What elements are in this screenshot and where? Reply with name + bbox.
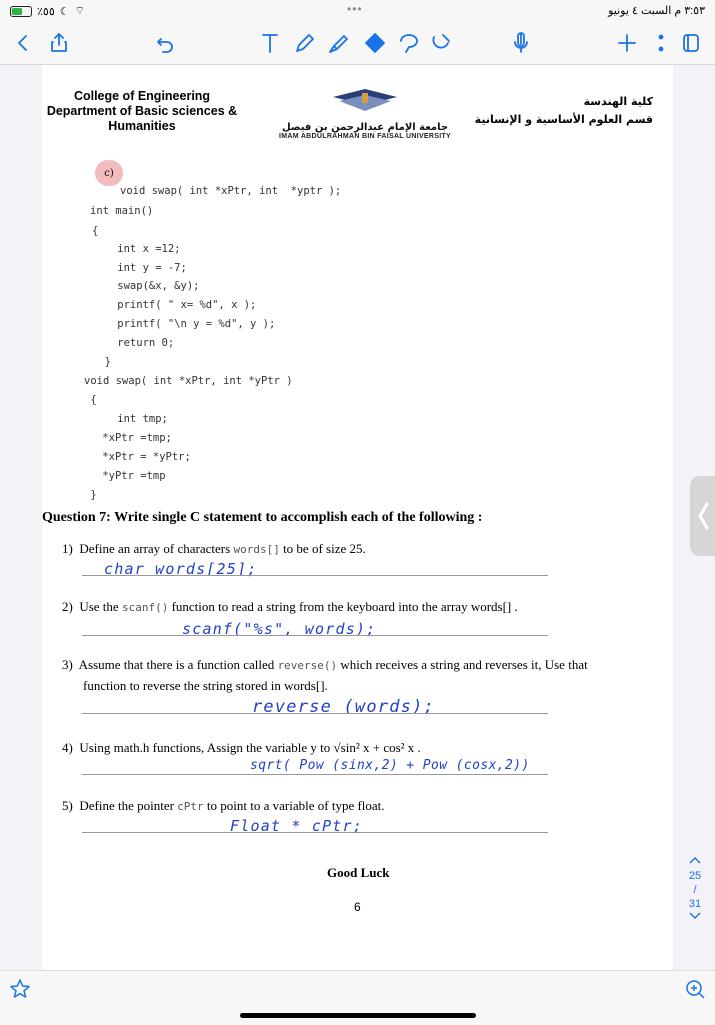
code-line: int y = -7; (92, 262, 187, 274)
eraser-icon (363, 31, 387, 55)
code-line: int x =12; (92, 243, 181, 255)
code-line: int main() (90, 205, 154, 217)
undo-icon (153, 31, 177, 55)
item-text-end: which receives a string and reverses it, Use that (337, 657, 588, 672)
code-line: return 0; (92, 337, 175, 349)
highlighter-icon (327, 31, 351, 55)
question-item (62, 655, 662, 676)
text-tool-icon (258, 31, 282, 55)
header-right (475, 93, 653, 129)
university-emblem-icon (325, 87, 405, 117)
handwritten-answer: scanf("%s", words); (182, 620, 377, 638)
code-line: printf( " x= %d", x ); (92, 299, 257, 311)
side-panel-handle[interactable] (690, 476, 715, 556)
chevron-left-icon (696, 501, 710, 531)
item-text-end: function to read a string from the keyboard into the array words[] . (168, 599, 518, 614)
status-bar (0, 0, 715, 22)
question-item (62, 597, 518, 618)
zoom-button[interactable] (683, 977, 707, 1006)
header-humanities: Humanities (108, 119, 176, 133)
item-number: 1) (62, 541, 73, 556)
pages-icon (679, 31, 703, 55)
status-left (10, 4, 85, 18)
question-item (62, 539, 366, 560)
code-line: printf( "\n y = %d", y ); (92, 318, 276, 330)
code-line: void swap( int *xPtr, int *yPtr ) (84, 375, 293, 387)
more-button[interactable] (646, 28, 676, 58)
code-line: *xPtr =tmp; (96, 432, 172, 444)
item-text-end: to point to a variable of type float. (203, 798, 385, 813)
mic-icon (509, 31, 533, 55)
item-text-end: to be of size 25. (279, 541, 366, 556)
part-badge: c) (95, 160, 123, 186)
answer-line (82, 575, 548, 576)
item-text: Assume that there is a function called (78, 657, 278, 672)
header-department: Department of Basic sciences & (46, 104, 238, 118)
chevron-up-icon (688, 855, 702, 865)
mic-button[interactable] (506, 28, 536, 58)
code-line: int tmp; (92, 413, 168, 425)
total-pages: 31 (688, 898, 702, 910)
shapes-button[interactable] (426, 28, 456, 58)
answer-line (82, 713, 548, 714)
back-icon (11, 31, 35, 55)
pen-icon (293, 31, 317, 55)
code-line: swap(&x, &y); (92, 280, 200, 292)
item-code: words[] (233, 543, 280, 556)
answer-line (82, 832, 548, 833)
item-number: 3) (62, 657, 73, 672)
undo-button[interactable] (150, 28, 180, 58)
code-line: { (92, 225, 99, 237)
lasso-icon (397, 31, 421, 55)
battery-icon (10, 6, 32, 17)
question-item-line2: function to reverse the string stored in words[]. (83, 678, 328, 693)
eraser-button[interactable] (360, 28, 390, 58)
back-button[interactable] (8, 28, 38, 58)
handwritten-answer: Float * cPtr; (230, 817, 363, 835)
share-button[interactable] (44, 28, 74, 58)
handwritten-answer: char words[25]; (104, 560, 258, 578)
answer-line (82, 774, 548, 775)
current-page: 25 (688, 870, 702, 882)
multitask-dots[interactable]: ••• (347, 2, 363, 16)
item-text: Define the pointer (79, 798, 178, 813)
logo-english-text: IMAM ABDULRAHMAN BIN FAISAL UNIVERSITY (278, 133, 451, 140)
star-icon (8, 977, 32, 1001)
add-button[interactable] (612, 28, 642, 58)
status-time-date: ٣:٥٣ م السبت ٤ يونيو (608, 5, 705, 17)
item-text: Define an array of characters (79, 541, 234, 556)
item-number: 2) (62, 599, 73, 614)
prev-page-button[interactable] (680, 855, 710, 869)
university-logo (254, 87, 476, 140)
item-text: Using math.h functions, Assign the variable y to (79, 740, 334, 755)
question-item (62, 796, 385, 817)
code-line: } (92, 356, 111, 368)
code-line: *xPtr = *yPtr; (96, 451, 191, 463)
code-line: } (84, 489, 97, 501)
logo-arabic-text: جامعة الإمام عبدالرحمن بن فيصل (281, 122, 449, 133)
header-left (42, 89, 242, 134)
answer-line (82, 635, 548, 636)
item-code: reverse() (277, 659, 338, 672)
shapes-icon (429, 31, 453, 55)
text-tool-button[interactable] (255, 28, 285, 58)
moon-icon: ☾ (59, 5, 70, 18)
document-page (42, 65, 673, 970)
pen-button[interactable] (290, 28, 320, 58)
header-right-college: كلية الهندسة (583, 95, 653, 108)
app-toolbar (0, 22, 715, 65)
zoom-in-icon (683, 977, 707, 1001)
next-page-button[interactable] (680, 911, 710, 925)
handwritten-answer: sqrt( Pow (sinx,2) + Pow (cosx,2)) (250, 758, 530, 773)
handwritten-answer: reverse (words); (252, 697, 435, 717)
item-code: scanf() (121, 601, 169, 614)
code-line: *yPtr =tmp (96, 470, 166, 482)
battery-percent: ٪٥٥ (37, 5, 55, 18)
share-icon (47, 31, 71, 55)
page-separator: / (693, 884, 697, 896)
more-icon (649, 31, 673, 55)
chevron-down-icon (688, 911, 702, 921)
header-right-department: قسم العلوم الأساسية و الإنسانية (474, 113, 653, 126)
page-number: 6 (354, 900, 361, 914)
add-icon (615, 31, 639, 55)
item-text: Use the (79, 599, 122, 614)
good-luck-text: Good Luck (327, 865, 390, 880)
item-math: √sin² x + cos² x . (333, 740, 421, 755)
page-navigator (680, 855, 710, 925)
highlighter-button[interactable] (324, 28, 354, 58)
wifi-icon: ⌔ (74, 5, 85, 17)
item-number: 4) (62, 740, 73, 755)
header-college: College of Engineering (73, 89, 211, 103)
question-item (62, 738, 421, 758)
question-title: Question 7: Write single C statement to accomplish each of the following : (42, 510, 483, 525)
item-number: 5) (62, 798, 73, 813)
lasso-button[interactable] (394, 28, 424, 58)
code-line: void swap( int *xPtr, int *yptr ); (120, 185, 342, 197)
home-indicator[interactable] (240, 1013, 476, 1018)
pages-button[interactable] (676, 28, 706, 58)
favorite-button[interactable] (8, 977, 32, 1006)
item-code: cPtr (177, 800, 204, 813)
code-line: { (84, 394, 97, 406)
